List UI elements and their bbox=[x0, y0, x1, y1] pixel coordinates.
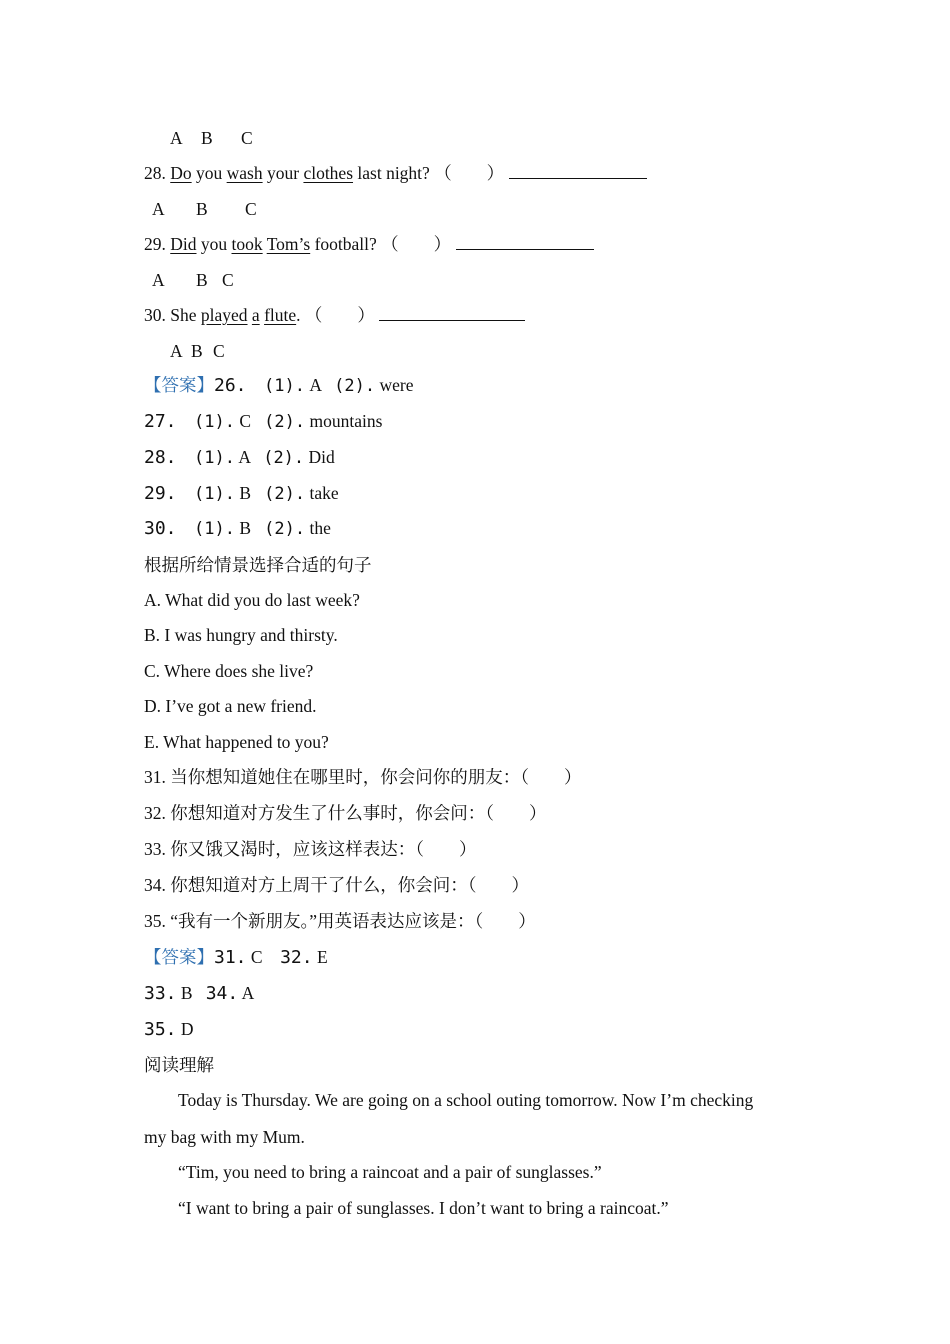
answer-value: D bbox=[180, 1019, 194, 1039]
option-letter: B bbox=[201, 128, 213, 148]
answer-part-label: (1). bbox=[264, 376, 305, 396]
question-item: 33. 你又饿又渴时，应该这样表达：（ ） bbox=[144, 839, 477, 859]
underlined-word-c: Tom’s bbox=[266, 234, 311, 254]
answer-part-label: (2). bbox=[264, 519, 306, 539]
answer-value: mountains bbox=[309, 411, 383, 431]
question-text: your bbox=[262, 163, 304, 183]
question-text: you bbox=[196, 234, 232, 254]
answer-row bbox=[144, 482, 339, 505]
answer-blank[interactable] bbox=[509, 162, 647, 179]
answer-value: take bbox=[309, 483, 339, 503]
answer-part-label: (1). bbox=[194, 448, 235, 468]
answer-row bbox=[144, 517, 331, 540]
option-letter: A bbox=[170, 128, 183, 148]
answer-value: the bbox=[309, 518, 331, 538]
answer-question-number: 28. bbox=[144, 447, 177, 468]
section-title: 阅读理解 bbox=[144, 1055, 214, 1075]
option-letter: C bbox=[245, 199, 257, 219]
question-number: 28. bbox=[144, 163, 166, 183]
question-text: She bbox=[165, 305, 201, 325]
answer-value: A bbox=[238, 447, 251, 467]
question-28 bbox=[144, 162, 647, 184]
answer-value: B bbox=[239, 518, 252, 538]
option-letter: B bbox=[191, 341, 203, 361]
answer-parentheses: （ ） bbox=[434, 163, 505, 183]
underlined-word-c: clothes bbox=[303, 163, 354, 183]
underlined-word-a: Do bbox=[170, 163, 192, 183]
choice-item: E. What happened to you? bbox=[144, 732, 329, 752]
underlined-word-a: played bbox=[200, 305, 248, 325]
choice-item: B. I was hungry and thirsty. bbox=[144, 625, 338, 645]
option-letter: B bbox=[196, 199, 208, 219]
answer-value: C bbox=[239, 411, 252, 431]
option-letter: C bbox=[241, 128, 253, 148]
answer-question-number: 31. bbox=[214, 947, 247, 968]
answer-row bbox=[144, 1018, 194, 1041]
answer-value: E bbox=[316, 947, 328, 967]
answer-blank[interactable] bbox=[456, 233, 594, 250]
answer-question-number: 35. bbox=[144, 1019, 177, 1040]
answer-parentheses: （ ） bbox=[304, 305, 375, 325]
answer-part-label: (2). bbox=[264, 412, 306, 432]
question-29 bbox=[144, 233, 594, 255]
answer-blank[interactable] bbox=[379, 304, 525, 321]
answer-question-number: 33. bbox=[144, 983, 177, 1004]
question-text: . bbox=[296, 305, 301, 325]
answer-tag: 【答案】 bbox=[144, 947, 214, 967]
question-30 bbox=[144, 304, 525, 326]
choice-item: C. Where does she live? bbox=[144, 661, 314, 681]
choice-item: A. What did you do last week? bbox=[144, 590, 360, 610]
reading-paragraph-line: Today is Thursday. We are going on a school outing tomorrow. Now I’m checking bbox=[178, 1090, 754, 1110]
answer-parentheses: （ ） bbox=[381, 234, 452, 254]
choice-item: D. I’ve got a new friend. bbox=[144, 696, 317, 716]
answer-part-label: (1). bbox=[194, 484, 235, 504]
underlined-word-c: flute bbox=[264, 305, 297, 325]
answer-value: were bbox=[379, 375, 414, 395]
option-letter: A bbox=[170, 341, 183, 361]
reading-paragraph-line: “I want to bring a pair of sunglasses. I don’t want to bring a raincoat.” bbox=[178, 1198, 669, 1218]
answer-question-number: 30. bbox=[144, 518, 177, 539]
answer-question-number: 34. bbox=[205, 983, 239, 1004]
question-item: 32. 你想知道对方发生了什么事时，你会问：（ ） bbox=[144, 803, 547, 823]
question-number: 30. bbox=[144, 305, 166, 325]
question-number: 29. bbox=[144, 234, 166, 254]
question-text: you bbox=[191, 163, 227, 183]
answer-part-label: (1). bbox=[194, 519, 235, 539]
underlined-word-a: Did bbox=[170, 234, 197, 254]
answer-part-label: (2). bbox=[263, 448, 305, 468]
underlined-word-b: took bbox=[231, 234, 263, 254]
answer-value: C bbox=[250, 947, 263, 967]
answer-row bbox=[144, 410, 382, 433]
answer-question-number: 32. bbox=[280, 947, 313, 968]
question-item: 34. 你想知道对方上周干了什么，你会问：（ ） bbox=[144, 875, 529, 895]
option-letter: C bbox=[222, 270, 234, 290]
answer-row bbox=[144, 946, 328, 969]
option-letter: A bbox=[152, 270, 165, 290]
answer-question-number: 26. bbox=[214, 375, 247, 396]
answer-value: A bbox=[309, 375, 322, 395]
answer-tag: 【答案】 bbox=[144, 375, 214, 395]
answer-question-number: 29. bbox=[144, 483, 177, 504]
underlined-word-b: a bbox=[251, 305, 260, 325]
answer-question-number: 27. bbox=[144, 411, 177, 432]
answer-row bbox=[144, 982, 254, 1005]
reading-paragraph-line: “Tim, you need to bring a raincoat and a pair of sunglasses.” bbox=[178, 1162, 602, 1182]
option-letter: A bbox=[152, 199, 165, 219]
answer-value: B bbox=[180, 983, 193, 1003]
question-item: 31. 当你想知道她住在哪里时，你会问你的朋友：（ ） bbox=[144, 767, 582, 787]
answer-value: B bbox=[239, 483, 252, 503]
answer-value: A bbox=[241, 983, 255, 1003]
answer-part-label: (1). bbox=[194, 412, 235, 432]
reading-paragraph-line: my bag with my Mum. bbox=[144, 1127, 305, 1147]
question-text: football? bbox=[310, 234, 377, 254]
underlined-word-b: wash bbox=[226, 163, 263, 183]
answer-value: Did bbox=[308, 447, 335, 467]
answer-row bbox=[144, 374, 414, 397]
section-title: 根据所给情景选择合适的句子 bbox=[144, 555, 372, 575]
option-letter: C bbox=[213, 341, 225, 361]
answer-part-label: (2). bbox=[264, 484, 306, 504]
answer-part-label: (2). bbox=[334, 376, 376, 396]
question-text: last night? bbox=[353, 163, 430, 183]
option-letter: B bbox=[196, 270, 208, 290]
question-item: 35. “我有一个新朋友。”用英语表达应该是：（ ） bbox=[144, 911, 536, 931]
answer-row bbox=[144, 446, 335, 469]
